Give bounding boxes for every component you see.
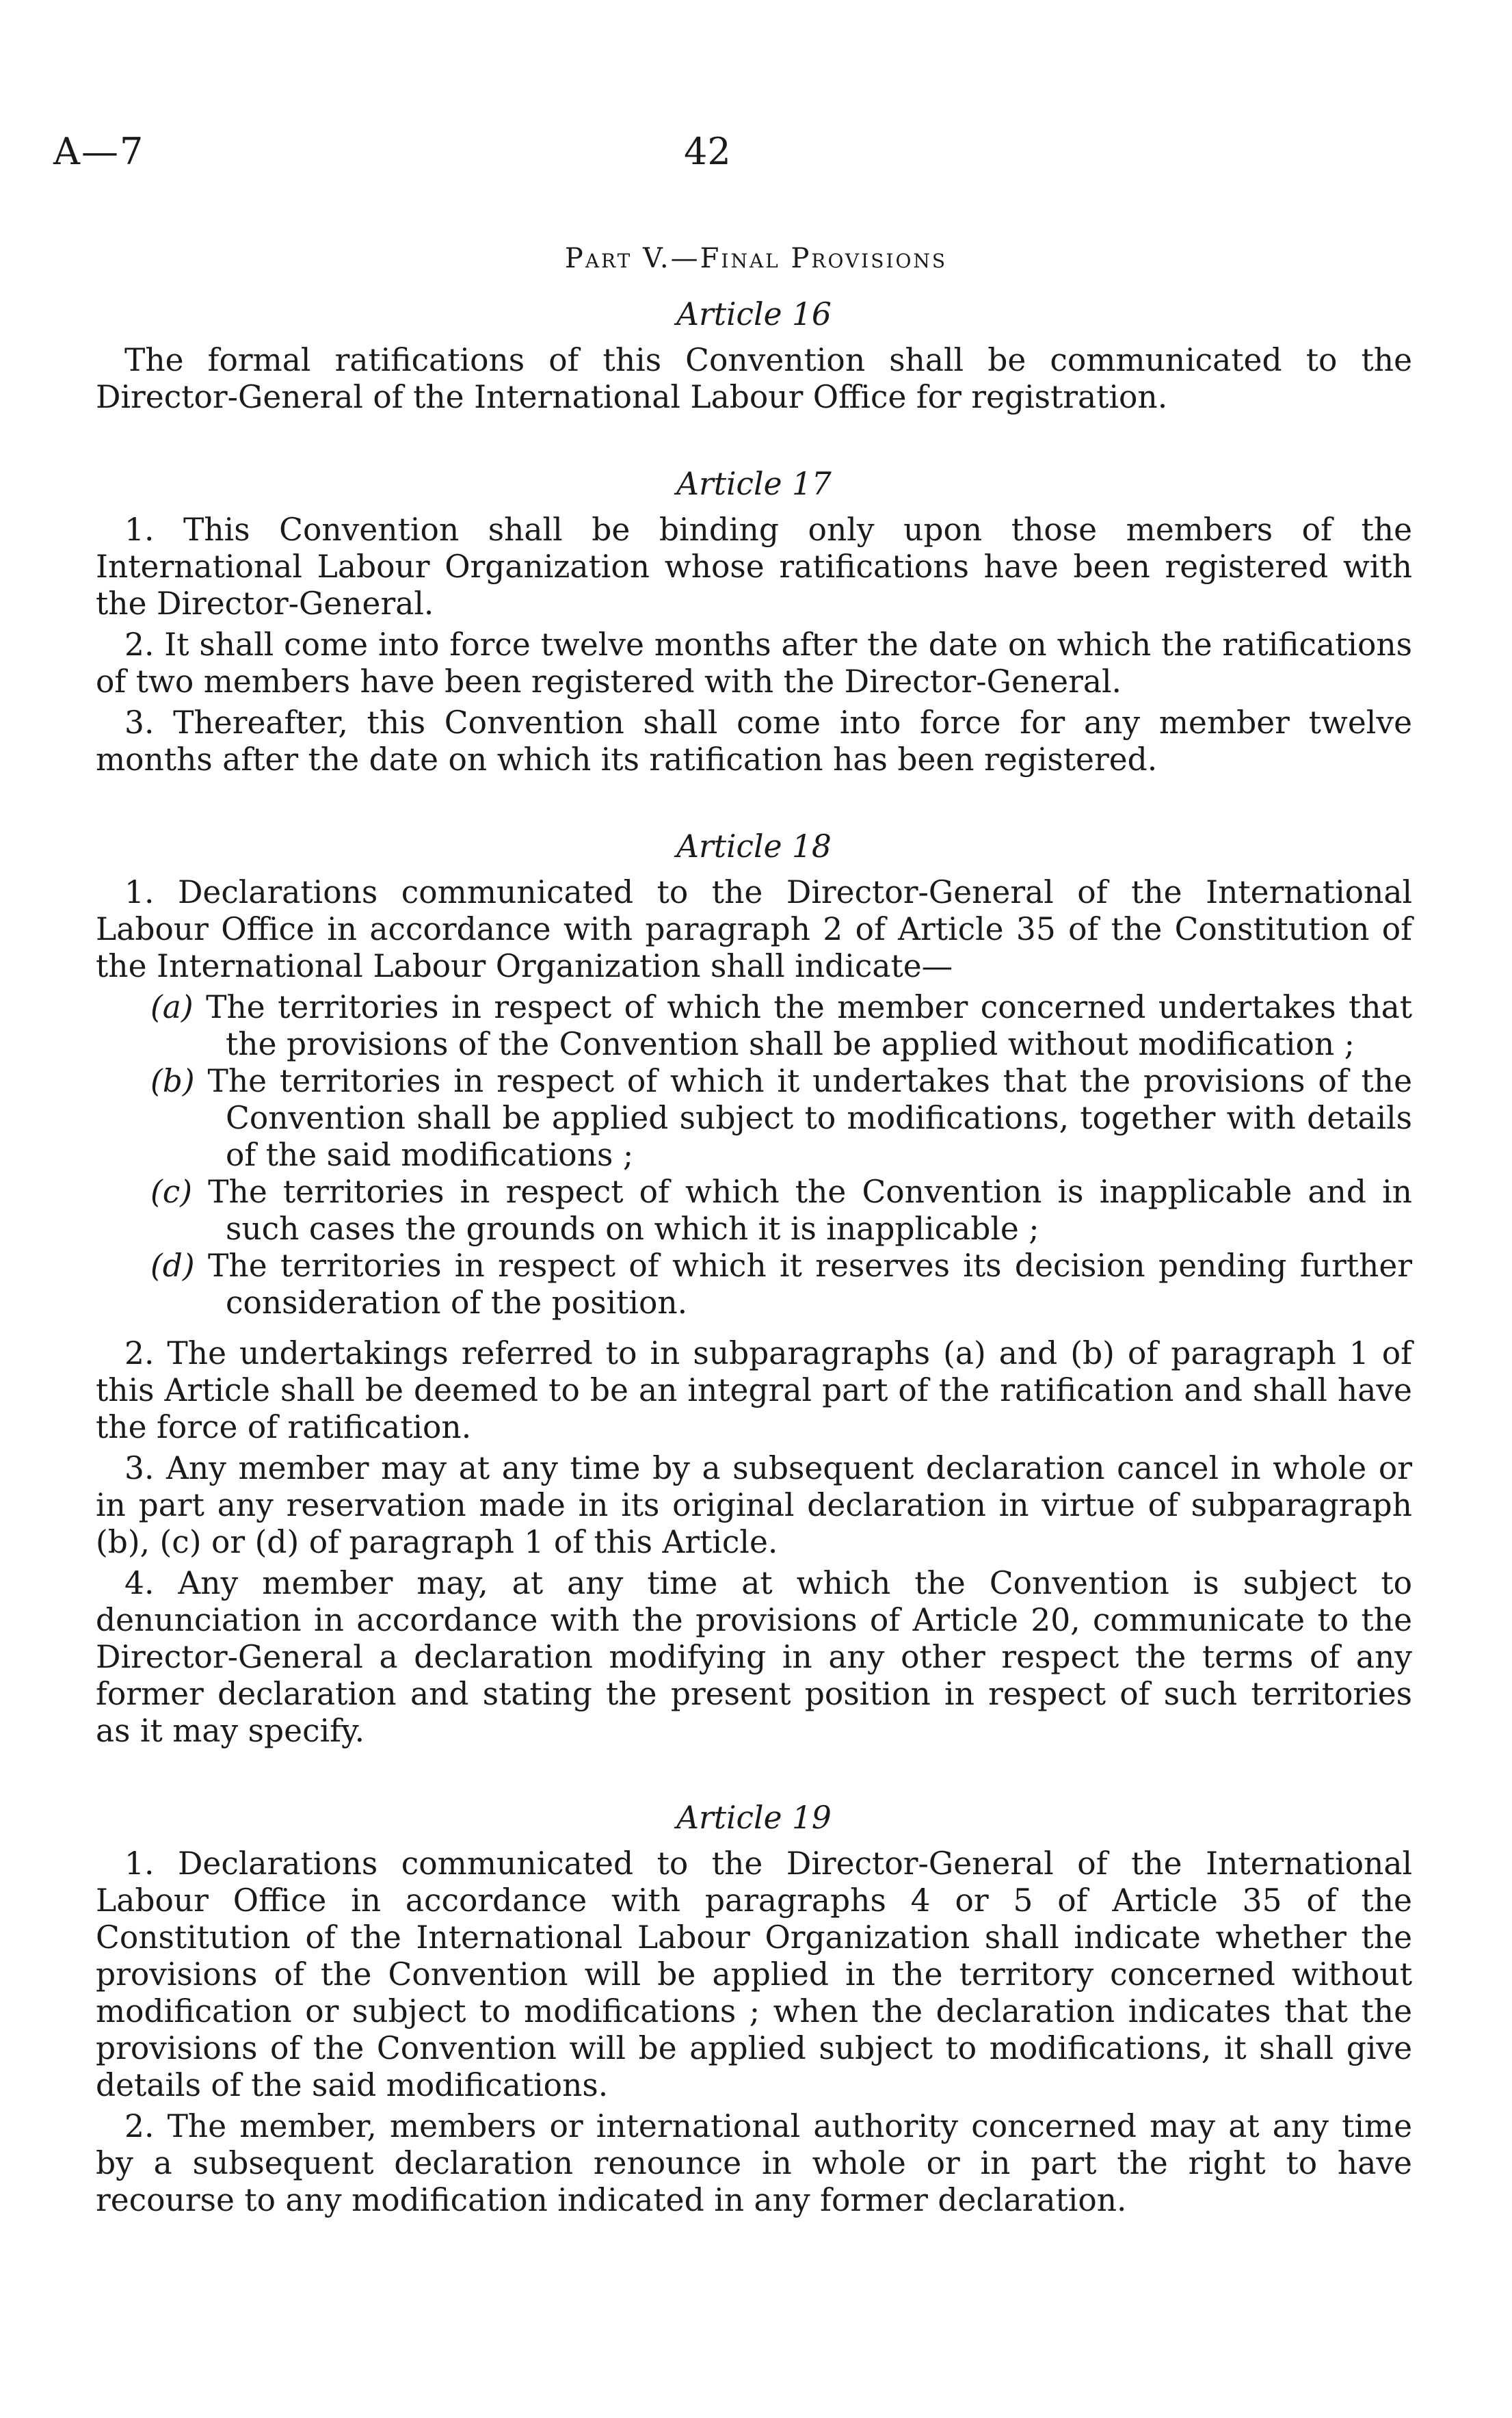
subparagraph-label: (a)	[150, 989, 194, 1025]
article-heading: Article 18	[676, 828, 832, 865]
article-heading: Article 16	[676, 296, 832, 332]
part-title: Part V.—Final Provisions	[564, 243, 948, 274]
paragraph: 3. Thereafter, this Convention shall come into force for any member twelve months after the date on which its ratification has been registered.	[96, 705, 1412, 778]
paragraph: 2. It shall come into force twelve months after the date on which the ratifications of two members have been registered with the Director-General.	[96, 627, 1412, 700]
article-heading: Article 19	[676, 1800, 832, 1836]
article-heading: Article 17	[676, 466, 832, 502]
article-17	[96, 464, 1412, 778]
paragraph: 2. The member, members or international authority concerned may at any time by a subsequent declaration renounce in whole or in part the right to have recourse to any modification indicated in any former declaration.	[96, 2108, 1412, 2218]
paragraph: 1. Declarations communicated to the Director-General of the International Labour Office in accordance with paragraphs 4 or 5 of Article 35 of the Constitution of the International Labour Organization shall indicate whether the provisions of the Convention will be applied in the territory concerned without modification or subject to modifications ; when the declaration indicates that the provisions of the Convention will be applied subject to modifications, it shall give details of the said modifications.	[96, 1845, 1412, 2103]
subparagraph	[96, 1248, 1412, 1322]
subparagraph-text: The territories in respect of which the member concerned undertakes that the provisions of the Convention shall be applied without modification ;	[206, 989, 1412, 1062]
subparagraph	[96, 989, 1412, 1063]
paragraph: 1. Declarations communicated to the Director-General of the International Labour Office in accordance with paragraph 2 of Article 35 of the Constitution of the International Labour Organization shall indicate—	[96, 874, 1412, 984]
paragraph: 4. Any member may, at any time at which the Convention is subject to denunciation in accordance with the provisions of Article 20, communicate to the Director-General a declaration modifying in any other respect the terms of any former declaration and stating the present position in respect of such territories as it may specify.	[96, 1565, 1412, 1749]
document-reference: A—7	[53, 130, 145, 173]
subparagraph-label: (d)	[150, 1248, 195, 1284]
subparagraph-label: (c)	[150, 1174, 192, 1210]
paragraph: The formal ratifications of this Convention shall be communicated to the Director-General of the International Labour Office for registration.	[96, 342, 1412, 415]
subparagraph	[96, 1063, 1412, 1174]
article-19	[96, 1798, 1412, 2219]
paragraph: 1. This Convention shall be binding only upon those members of the International Labour Organization whose ratifications have been registered with the Director-General.	[96, 512, 1412, 622]
document-body	[96, 294, 1412, 2267]
page-number: 42	[684, 130, 731, 173]
paragraph: 2. The undertakings referred to in subparagraphs (a) and (b) of paragraph 1 of this Article shall be deemed to be an integral part of the ratification and shall have the force of ratification.	[96, 1335, 1412, 1445]
subparagraph	[96, 1174, 1412, 1248]
paragraph: 3. Any member may at any time by a subsequent declaration cancel in whole or in part any reservation made in its original declaration in virtue of subparagraph (b), (c) or (d) of paragraph 1 of this Article.	[96, 1450, 1412, 1560]
subparagraph-text: The territories in respect of which the Convention is inapplicable and in such cases the grounds on which it is inapplicable ;	[208, 1174, 1412, 1247]
article-18	[96, 826, 1412, 1750]
subparagraph-text: The territories in respect of which it undertakes that the provisions of the Convention shall be applied subject to modifications, together with details of the said modifications ;	[207, 1063, 1412, 1173]
subparagraph-label: (b)	[150, 1063, 195, 1099]
subparagraph-text: The territories in respect of which it reserves its decision pending further consideration of the position.	[208, 1248, 1412, 1321]
article-16	[96, 294, 1412, 416]
